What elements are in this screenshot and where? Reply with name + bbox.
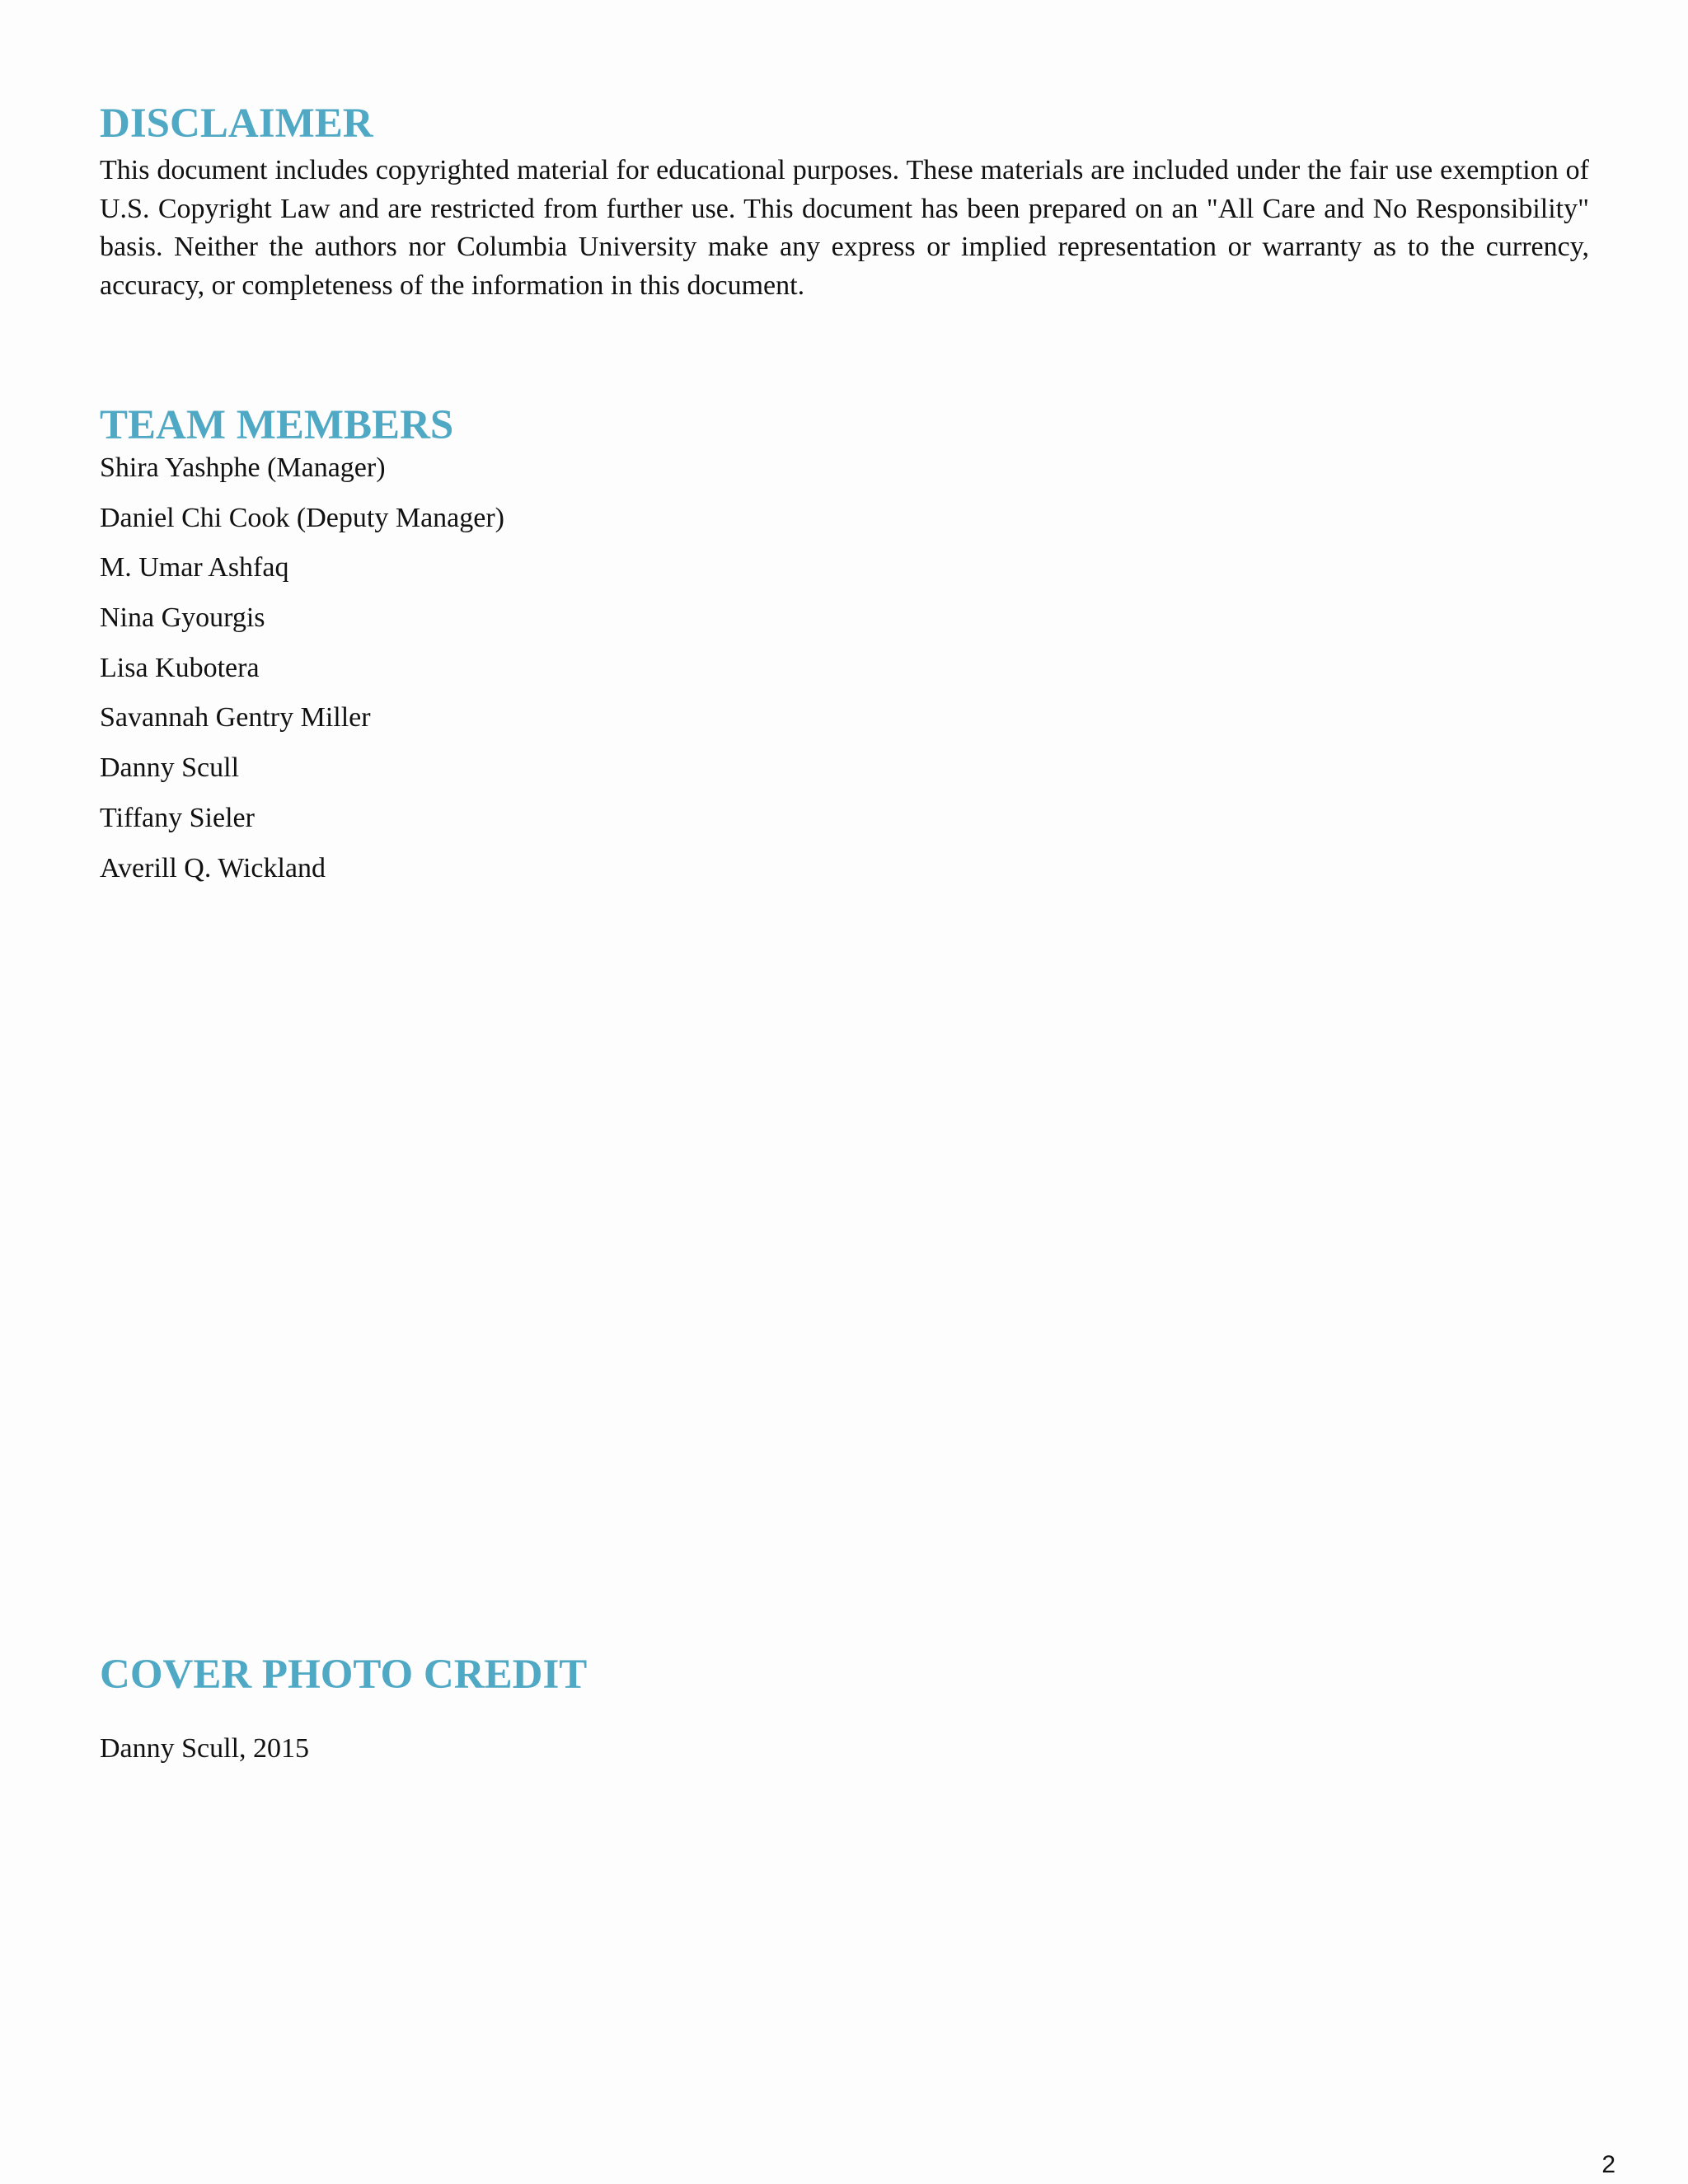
team-member: Shira Yashphe (Manager) [100, 452, 386, 483]
cover-photo-credit-section [100, 1652, 1589, 1793]
team-member: Danny Scull [100, 752, 240, 784]
team-member: Daniel Chi Cook (Deputy Manager) [100, 502, 504, 533]
page-number: 2 [1601, 2151, 1615, 2178]
disclaimer-section [100, 101, 1589, 305]
team-member: Nina Gyourgis [100, 602, 265, 634]
team-member: Averill Q. Wickland [100, 852, 326, 883]
team-member: Tiffany Sieler [100, 802, 255, 833]
cover-photo-credit-heading: COVER PHOTO CREDIT [100, 1652, 588, 1698]
disclaimer-heading: DISCLAIMER [100, 101, 373, 147]
team-members-section [100, 402, 1589, 902]
cover-photo-credit-text: Danny Scull, 2015 [100, 1733, 310, 1764]
team-member-list [100, 452, 1589, 902]
team-member: Savannah Gentry Miller [100, 702, 371, 733]
disclaimer-text: This document includes copyrighted material for educational purposes. These materials are included under the fair use exemption of U.S. Copyright Law and are restricted from further use. This document has been prepared on an "All Care and No Responsibility" basis. Neither the authors nor Columbia University make any express or implied representation or warranty as to the currency, accuracy, or completeness of the information in this document. [100, 155, 1589, 301]
team-members-heading: TEAM MEMBERS [100, 402, 454, 448]
team-member: M. Umar Ashfaq [100, 552, 289, 583]
team-member: Lisa Kubotera [100, 652, 260, 683]
